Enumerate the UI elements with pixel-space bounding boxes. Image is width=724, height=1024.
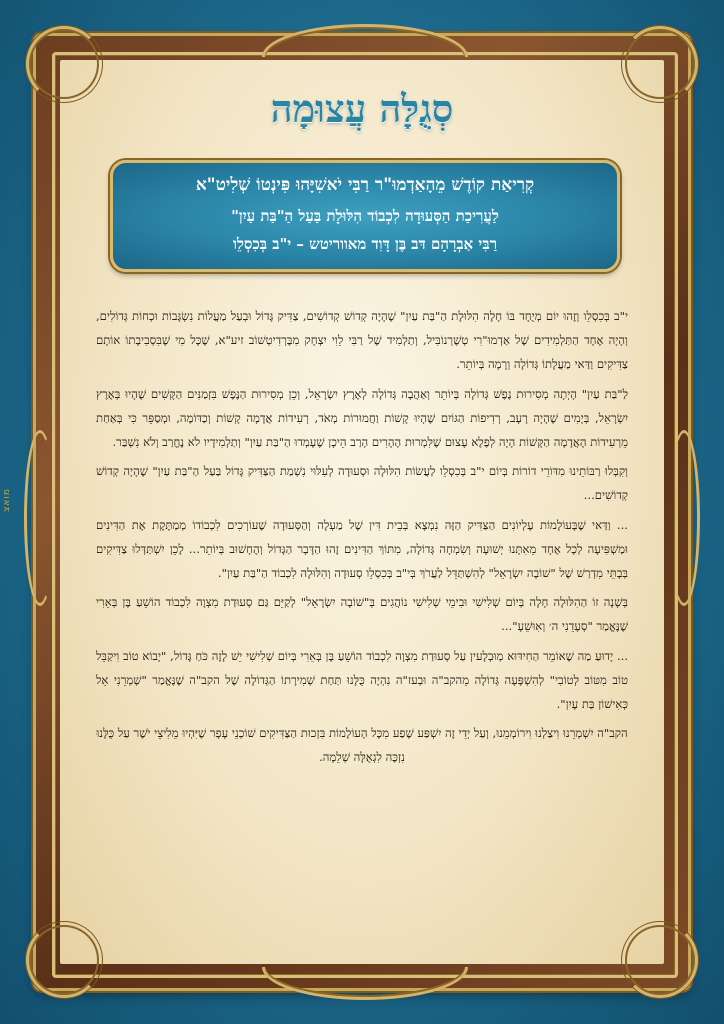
paragraph-6: ... יָדוּעַ מַה שֶׁאוֹמֵר הַחִידּוּא מְוּבְלָעין עַל סְעוּדַת מִצְוָה לִכְבוֹד הוֹשֵׁעַ בֶּן בְּאֵרִי בְּיוֹם שְׁלִישִׁי יֵשׁ לָזֶה כֹּחַ גָּדוֹל, "יָבוֹא טוֹב וִיקַבֵּל טוֹב מִטּוֹב לְטוֹבִי" לְהִשְׁפָּעָה גְּדוֹלָה מֵהקב"ה וּבְעז"ה נִהְיֶה כֻּלָּנוּ תַּחַת שְׁמִירָתוֹ הַגְּדוֹלָה שֶׁל הקב"ה שֶׁנֶּאֱמַר "שָׁמְרֵנִי אֵל כְּאִישׁוֹן בַּת עָיִן". <box>96 648 629 712</box>
left-side-ornament <box>24 430 56 606</box>
paragraph-7: הקב"ה יִשְׁמְרֵנוּ וִיצַלְנוּ וִירוֹמְמֵנוּ, וְעַל יְדֵי זֶה יִשְׁפַּע שֶׁפַע מִכָּל הָעוֹלָמוֹת בִּזְכוּת הַצַּדִּיקִים שׁוֹכְנֵי עָפָר שֶׁיִּהְיוּ מֵלִיצֵי יֹשֶׁר עַל כֻּלָּנוּ נִזְכֶּה לִגְאֻלָּה שְׁלֵמָה. <box>96 726 628 765</box>
side-publisher-mark: מואצ <box>2 488 12 512</box>
corner-ornament-bottom-right <box>622 922 698 998</box>
top-crest-ornament <box>262 24 468 57</box>
paragraph-3: וְקִבְּלוּ רַבּוֹתֵינוּ מִדּוֹרֵי דוֹרוֹת בְּיוֹם י"ב בְּכִסְלֵו לַעֲשׂוֹת הִלּוּלָה וּסְעוּדָה לְעִלּוּי נִשְׁמַת הַצַּדִּיק גָּדוֹל בַּעַל הַ"בַּת עַיִן" שֶׁהָיָה קְדוֹשׁ קְדוֹשִׁים... <box>96 464 628 503</box>
banner-line-1: קְרִיאַת קוֹדֶשׁ מֵהָאַדְמוּ"ר רַבִּי יֹאשִׁיָּהוּ פִּינְטוֹ שְׁלִיט"א <box>195 175 535 195</box>
paragraph-5: בְּשָׁנָה זוֹ הַהִלּוּלָה חָלָה בְּיוֹם שְׁלִישִׁי וּבִימֵי שְׁלִישִׁי נוֹהֲגִים בְּ"שׁוֹבָה יִשְׂרָאֵל" לְקַיֵּם גַּם סְעוּדַת מִצְוָה לִכְבוֹד הוֹשֵׁעַ בֶּן בְּאֵרִי שֶׁנֶּאֱמַר "סְעָדֵנִי ה׳ וְאִוּשֵׁעָ"... <box>96 595 628 634</box>
banner-line-3: רַבִּי אַבְרָהָם דּב בֶּן דָּוִד מאווריטש – י"ב בְּכִסְלֵו <box>233 235 497 253</box>
corner-ornament-bottom-left <box>26 922 102 998</box>
body-text <box>96 304 628 775</box>
paragraph-2: לַ"בַּת עַיִן" הָיְתָה מְסִירוּת נֶפֶשׁ גְּדוֹלָה בְּיוֹתֵר וְאַהֲבָה גְּדוֹלָה לְאֶרֶץ יִשְׂרָאֵל, וְכֵן מְסִירוּת הַנֶּפֶשׁ בִּזְמַנִּים הַקָּשִׁים שֶׁהָיוּ בְּאֶרֶץ יִשְׂרָאֵל, בְּיָמִים שֶׁהָיָה רָעָב, רְדִיפוֹת הַגּוֹיִם שֶׁהָיוּ קָשׁוֹת וַחֲמוּרוֹת מְאֹד, רְעִידוֹת אֲדָמָה קָשׁוֹת וְכַדּוֹמֶה, וּמְסַפֵּר כִּי בְּאַחַת מֵרְעִידוֹת הָאֲדָמָה הַקָּשׁוֹת הָיָה לְפֶלֶא עָצוּם שֶׁלִּמְרוּת הֶהָרִים הָרַב הֵיכָן שֶׁעָמְדוּ הַ"בַּת עַיִן" וְתַלְמִידָיו לֹא נֶחֱרַב וְלֹא נִשְׁבַּר. <box>96 386 628 450</box>
banner-line-2: לַעֲרִיכַת הַסְּעוּדָה לִכְבוֹד הִלּוּלָת בַּעַל הַ"בַּת עַיִן" <box>231 207 499 225</box>
paragraph-4: ... וַדַּאי שֶׁבָּעוֹלָמוֹת עֶלְיוֹנִים הַצַּדִּיק הַזֶּה נִמְצָא בְּבֵית דִּין שֶׁל מַעְלָה וְהַסְּעוּדָה שֶׁעוֹרְכִים לִכְבוֹדוֹ מְמַתֶּקֶת אֶת הַדִּינִים וּמַשְׁפִּיעָה לְכָל אֶחָד מֵאִתָּנוּ יְשׁוּעָה וְשִׂמְחָה גְּדוֹלָה, מִתּוֹךְ הַדִּינִים זֶהוּ הַדָּבָר הַגָּדוֹל וְהֶחָשׁוּב בְּיוֹתֵר... לָכֵן יִשְׁתַּדְּלוּ צַדִּיקִים בְּבָתֵּי מִדְרַשׁ שֶׁל "שׁוֹבָה יִשְׂרָאֵל" לְהִשְׁתַּדֵּל לַעֲרֹךְ בְּי"ב בְּכִסְלֵו סְעוּדָה וְהִלּוּלָה לִכְבוֹד הַ"בַּת עַיִן". <box>96 517 628 581</box>
bottom-crest-ornament <box>262 967 468 1000</box>
page-title: סְגֻלָּה עֲצוּמָה <box>270 86 454 131</box>
header-banner <box>110 160 620 272</box>
right-side-ornament <box>668 430 700 606</box>
paragraph-1: י"ב בְּכִסְלֵו וְזֶהוּ יוֹם מְיֻחָד בּוֹ חָלָה הִלּוּלָת הַ"בַּת עַיִן" שֶׁהָיָה קְדוֹשׁ קְדוֹשִׁים, צַדִּיק גָּדוֹל וּבְעַל מַעֲלוֹת נִשְׂגָּבוֹת וּכְחוֹת גְּדוֹלִים, וְהָיָה אֶחָד הַתַּלְמִידִים שֶׁל אַדְמוּ"רִי טְשֶׁרְנוֹבִּיל, וְתַלְמִיד שֶׁל רַבִּי לֵוִי יִצְחָק מִבֶּרְדִיטְשׁוֹב זיע"א, שֶׁכָּל מִי שֶׁבִּסְבִיבָתוֹ אוֹתָם צַדִּיקִים וַדַּאי מַעֲלָתוֹ גְּדוֹלָה וְרָמָה בְּיוֹתֵר. <box>96 309 628 372</box>
